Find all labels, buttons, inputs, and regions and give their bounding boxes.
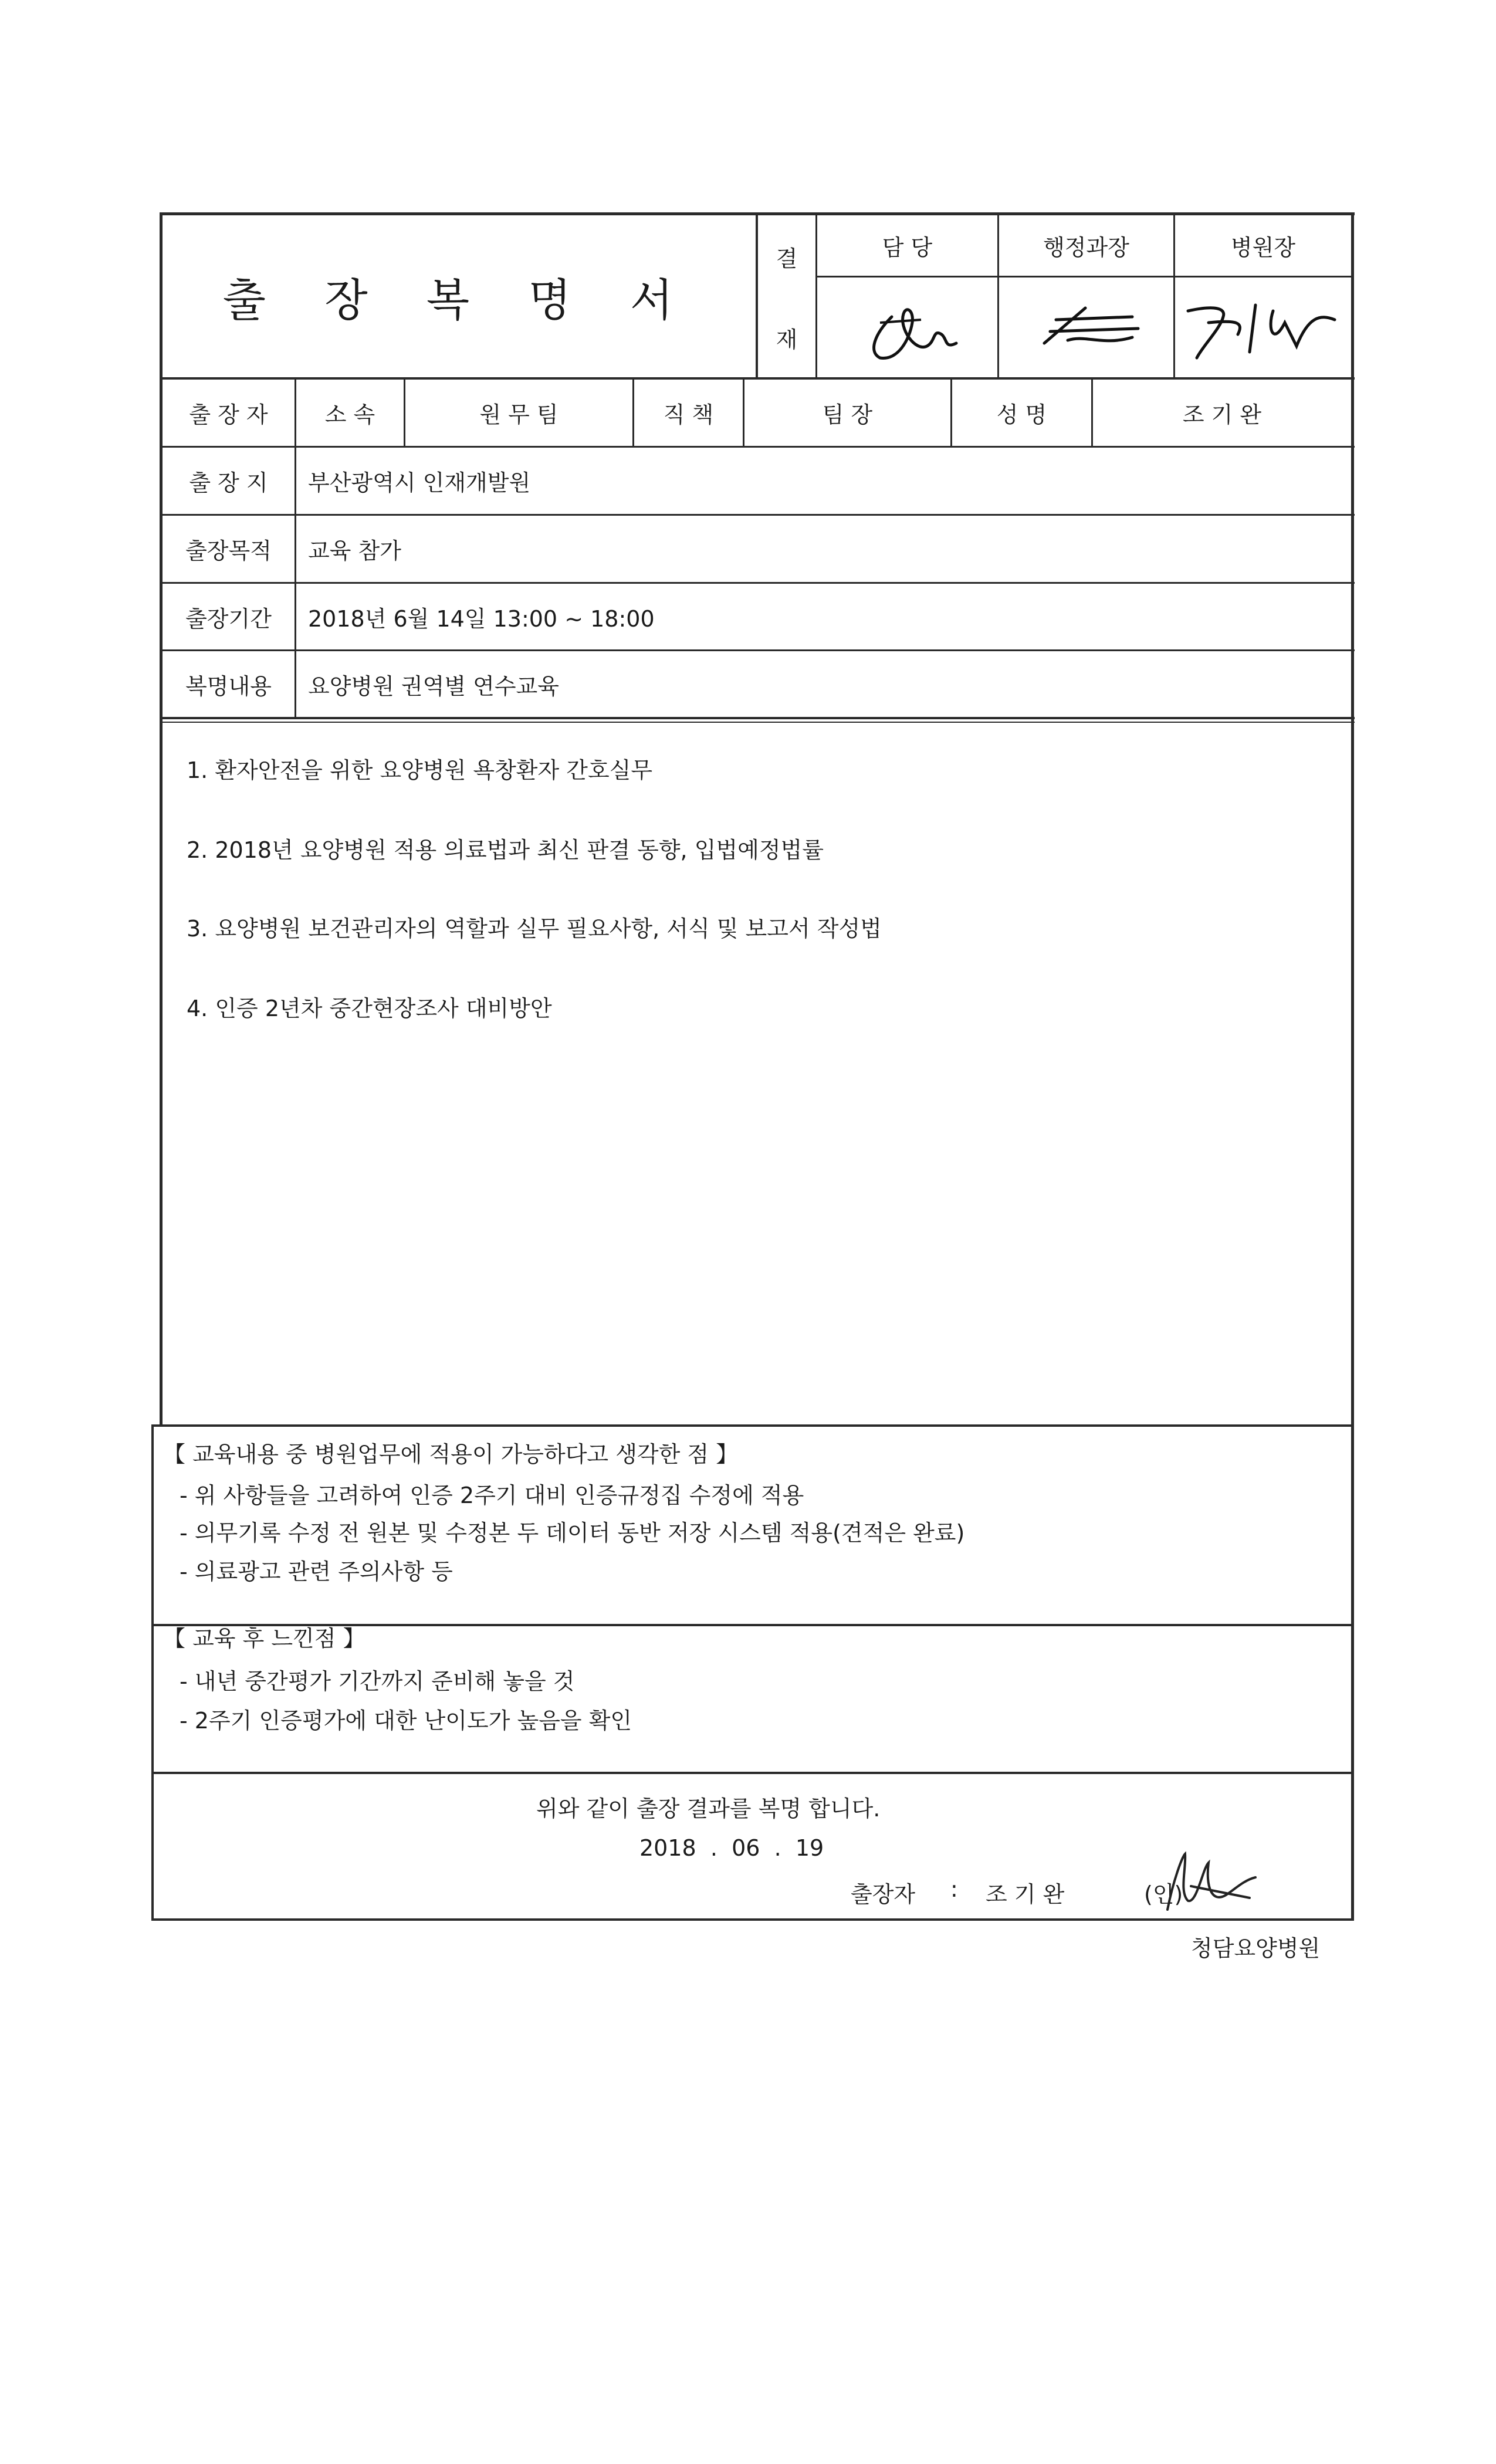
content-item: 1. 환자안전을 위한 요양병원 욕창환자 간호실무 (187, 757, 653, 783)
traveler-label: 출 장 자 (189, 402, 268, 428)
seal-mark: (인) (1144, 1881, 1183, 1907)
signature-director (1179, 287, 1343, 370)
report-date: 2018 . 06 . 19 (639, 1835, 824, 1861)
approval-label-top: 결 (776, 245, 798, 272)
destination-value: 부산광역시 인재개발원 (308, 470, 531, 496)
reporter-name: 조 기 완 (986, 1881, 1065, 1907)
signature-reporter (1150, 1845, 1261, 1921)
content-item: 3. 요양병원 보건관리자의 역할과 실무 필요사항, 서식 및 보고서 작성법 (187, 916, 882, 942)
content-item: 4. 인증 2년차 중간현장조사 대비방안 (187, 996, 552, 1021)
report-content-label: 복명내용 (185, 673, 272, 699)
reporter-colon: : (950, 1876, 958, 1902)
purpose-label: 출장목적 (185, 538, 272, 564)
position-value: 팀 장 (822, 402, 873, 428)
applicable-item: - 의무기록 수정 전 원본 및 수정본 두 데이터 동반 저장 시스템 적용(견적은 완료) (180, 1520, 965, 1546)
signature-admin-manager (1033, 296, 1150, 361)
document-title: 출 장 복 명 서 (222, 273, 696, 326)
approval-label-bottom: 재 (776, 326, 798, 353)
purpose-value: 교육 참가 (308, 538, 401, 564)
applicable-item: - 위 사항들을 고려하여 인증 2주기 대비 인증규정집 수정에 적용 (180, 1483, 804, 1508)
affiliation-label: 소 속 (324, 402, 375, 428)
signature-staff (857, 287, 974, 370)
period-label: 출장기간 (185, 605, 272, 632)
content-item: 2. 2018년 요양병원 적용 의료법과 최신 판결 동향, 입법예정법률 (187, 837, 824, 863)
position-label: 직 책 (663, 402, 714, 428)
applicable-heading: 【 교육내용 중 병원업무에 적용이 가능하다고 생각한 점 】 (163, 1441, 739, 1467)
closing-statement: 위와 같이 출장 결과를 복명 합니다. (536, 1796, 881, 1822)
approval-header-director: 병원장 (1230, 235, 1296, 260)
impressions-item: - 2주기 인증평가에 대한 난이도가 높음을 확인 (180, 1708, 632, 1734)
approval-header-staff: 담 당 (882, 235, 933, 260)
affiliation-value: 원 무 팀 (479, 402, 559, 428)
impressions-item: - 내년 중간평가 기간까지 준비해 놓을 것 (180, 1668, 575, 1694)
name-value: 조 기 완 (1182, 402, 1262, 428)
report-content-value: 요양병원 권역별 연수교육 (308, 673, 559, 699)
reporter-label: 출장자 (851, 1881, 916, 1907)
period-value: 2018년 6월 14일 13:00 ~ 18:00 (308, 605, 655, 632)
applicable-item: - 의료광고 관련 주의사항 등 (180, 1559, 453, 1585)
organization-name: 청담요양병원 (1191, 1935, 1321, 1961)
impressions-heading: 【 교육 후 느낀점 】 (163, 1626, 365, 1651)
name-label: 성 명 (996, 402, 1047, 428)
approval-header-admin-manager: 행정과장 (1043, 235, 1129, 260)
destination-label: 출 장 지 (189, 470, 268, 496)
